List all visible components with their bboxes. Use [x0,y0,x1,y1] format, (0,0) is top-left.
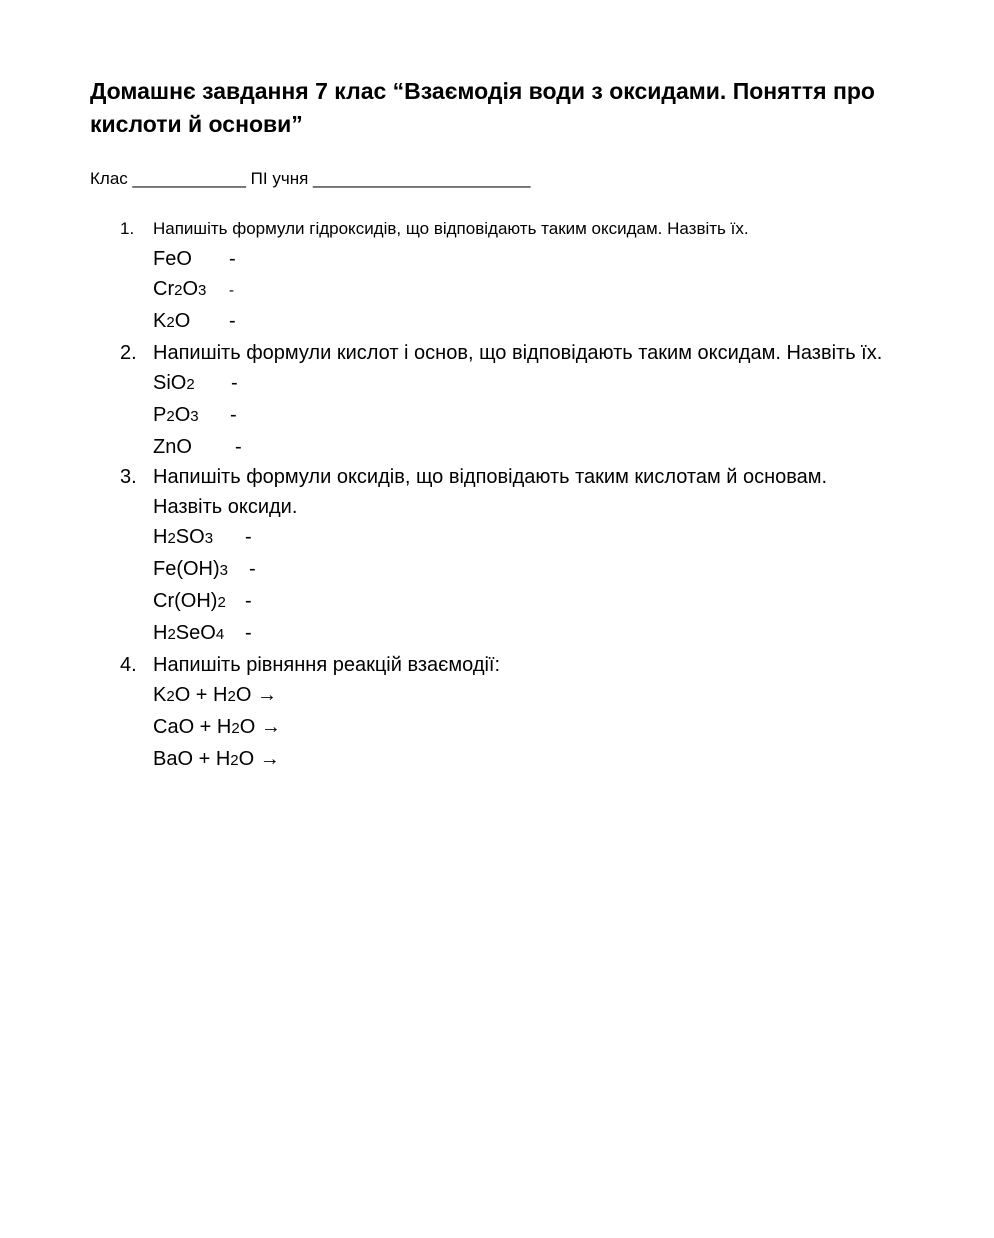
formula-part: H [153,526,168,548]
formula-part: FeO [153,248,192,270]
formula-part: K [153,684,167,706]
task-list [120,214,900,776]
formula-subscript: 3 [219,562,229,579]
answer-dash: - [245,622,252,644]
reaction-equation [153,712,281,744]
task-number: 4. [120,654,137,676]
formula-subscript: 2 [167,530,176,547]
formula-part: O [174,404,191,426]
formula-line [153,400,900,432]
task-text: Напишіть формули гідроксидів, що відповідають таким оксидам. Назвіть їх. [153,219,749,238]
formula-subscript: 2 [231,720,240,737]
formula-subscript: 4 [215,626,225,643]
answer-dash: - [249,558,256,580]
formula-part: CaO + H [153,716,232,738]
formula-line [153,244,900,274]
formula-part: SeO [175,622,216,644]
formula-part: O → [235,684,277,706]
formula [153,306,229,338]
formula-subscript: 3 [204,530,214,547]
answer-dash: - [229,282,234,299]
task-1 [120,214,900,338]
formula-part: Cr(OH) [153,590,218,612]
task-4 [120,650,900,776]
formula-line [153,432,900,462]
formula [153,244,229,274]
formula-subscript: 2 [186,376,195,393]
formula-subscript: 2 [166,408,175,425]
formula [153,586,245,618]
formula-subscript: 3 [190,408,199,425]
formula-line [153,586,900,618]
formula-subscript: 2 [166,688,175,705]
formula-line [153,618,900,650]
formula-line [153,522,900,554]
reaction-line [153,744,900,776]
formula-part: Fe(OH) [153,558,220,580]
formula-part: BaO + H [153,748,231,770]
formula-subscript: 2 [174,282,183,299]
formula [153,400,230,432]
formula-part: O [174,310,191,332]
answer-dash: - [230,404,237,426]
formula-line [153,554,900,586]
formula-subscript: 2 [167,626,176,643]
task-number: 2. [120,342,137,364]
formula-line [153,306,900,338]
formula [153,554,249,586]
class-and-name-line: Клас ____________ ПІ учня _______________________ [90,169,531,188]
formula-part: O [182,278,199,300]
reaction-line [153,712,900,744]
formula-part: O → [238,748,280,770]
formula-part: P [153,404,167,426]
answer-dash: - [235,436,242,458]
answer-dash: - [229,310,236,332]
task-number: 1. [120,219,135,238]
answer-dash: - [231,372,238,394]
reaction-equation [153,680,277,712]
answer-dash: - [229,248,236,270]
reaction-equation [153,744,280,776]
formula-part: ZnO [153,436,192,458]
formula-subscript: 3 [198,282,207,299]
answer-dash: - [245,526,252,548]
task-text: Напишіть рівняння реакцій взаємодії: [153,654,501,676]
formula-part: K [153,310,167,332]
task-text: Напишіть формули кислот і основ, що відповідають таким оксидам. Назвіть їх. [153,342,883,364]
formula [153,368,231,400]
formula-part: SiO [153,372,187,394]
formula-part: O + H [174,684,228,706]
formula-subscript: 2 [166,314,175,331]
formula [153,618,245,650]
task-number: 3. [120,466,137,488]
formula [153,522,245,554]
formula-subscript: 2 [217,594,226,611]
task-text: Напишіть формули оксидів, що відповідають таким кислотам й основам. Назвіть оксиди. [153,466,828,518]
formula [153,432,235,462]
answer-dash: - [245,590,252,612]
formula-part: O → [239,716,281,738]
formula-part: SO [175,526,205,548]
reaction-line [153,680,900,712]
task-3 [120,462,900,650]
formula-part: Cr [153,278,175,300]
formula-part: H [153,622,168,644]
formula-subscript: 2 [230,752,239,769]
formula [153,274,229,306]
formula-line [153,368,900,400]
formula-line [153,274,900,306]
task-2 [120,338,900,462]
formula-subscript: 2 [227,688,236,705]
page-title: Домашнє завдання 7 клас “Взаємодія води з оксидами. Поняття про кислоти й основи” [90,78,875,137]
